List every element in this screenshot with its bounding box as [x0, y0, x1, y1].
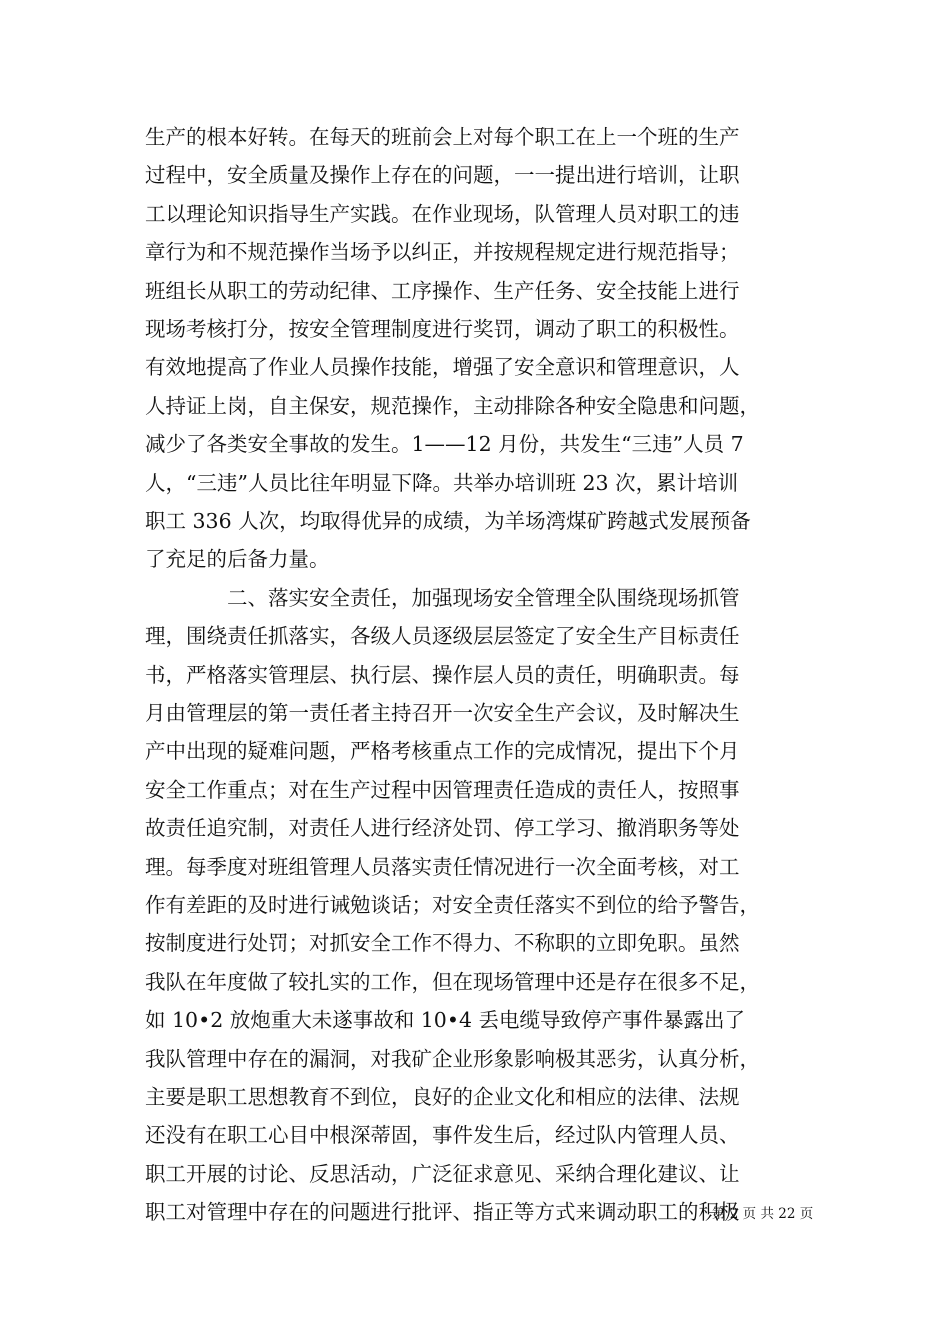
body-line: 生产的根本好转。在每天的班前会上对每个职工在上一个班的生产 [145, 125, 740, 149]
body-line: 职工 336 人次，均取得优异的成绩，为羊场湾煤矿跨越式发展预备 [145, 509, 751, 533]
body-line: 月由管理层的第一责任者主持召开一次安全生产会议，及时解决生 [145, 701, 740, 725]
body-line: 章行为和不规范操作当场予以纠正，并按规程规定进行规范指导； [145, 240, 740, 265]
body-line: 人持证上岗，自主保安，规范操作，主动排除各种安全隐患和问题， [145, 393, 760, 418]
body-line: 职工对管理中存在的问题进行批评、指正等方式来调动职工的积极 [145, 1200, 740, 1225]
body-line: 产中出现的疑难问题，严格考核重点工作的完成情况，提出下个月 [145, 739, 740, 764]
body-line: 还没有在职工心目中根深蒂固，事件发生后，经过队内管理人员、 [145, 1123, 740, 1148]
body-line: 理，围绕责任抓落实，各级人员逐级层层签定了安全生产目标责任 [145, 624, 740, 649]
body-line: 班组长从职工的劳动纪律、工序操作、生产任务、安全技能上进行 [145, 278, 740, 303]
body-line: 了充足的后备力量。 [145, 547, 330, 572]
body-line: 书，严格落实管理层、执行层、操作层人员的责任，明确职责。每 [145, 662, 740, 687]
body-line: 按制度进行处罚；对抓安全工作不得力、不称职的立即免职。虽然 [145, 931, 740, 956]
body-line: 故责任追究制，对责任人进行经济处罚、停工学习、撤消职务等处 [145, 816, 740, 841]
body-line: 主要是职工思想教育不到位，良好的企业文化和相应的法律、法规 [145, 1085, 740, 1109]
body-line: 人，“三违”人员比往年明显下降。共举办培训班 23 次，累计培训 [145, 470, 739, 495]
body-line: 现场考核打分，按安全管理制度进行奖罚，调动了职工的积极性。 [145, 317, 740, 341]
body-line: 有效地提高了作业人员操作技能，增强了安全意识和管理意识，人 [145, 355, 740, 380]
body-line: 作有差距的及时进行诫勉谈话；对安全责任落实不到位的给予警告， [145, 893, 760, 917]
body-line: 过程中，安全质量及操作上存在的问题，一一提出进行培训，让职 [145, 163, 740, 188]
body-line: 如 10•2 放炮重大未遂事故和 10•4 丢电缆导致停产事件暴露出了 [145, 1008, 746, 1033]
body-line: 我队管理中存在的漏洞，对我矿企业形象影响极其恶劣，认真分析， [145, 1046, 760, 1071]
body-line: 理。每季度对班组管理人员落实责任情况进行一次全面考核，对工 [145, 854, 740, 879]
body-line: 安全工作重点；对在生产过程中因管理责任造成的责任人，按照事 [145, 777, 740, 802]
body-line: 工以理论知识指导生产实践。在作业现场，队管理人员对职工的违 [145, 201, 740, 226]
body-line: 减少了各类安全事故的发生。1——12 月份，共发生“三违”人员 7 [145, 432, 744, 457]
section-heading-line: 二、落实安全责任，加强现场安全管理全队围绕现场抓管 [145, 585, 740, 610]
page-number-footer: 第 2 页 共 22 页 [712, 1206, 814, 1222]
body-line: 我队在年度做了较扎实的工作，但在现场管理中还是存在很多不足， [145, 969, 760, 994]
body-line: 职工开展的讨论、反思活动，广泛征求意见、采纳合理化建议、让 [145, 1161, 740, 1186]
